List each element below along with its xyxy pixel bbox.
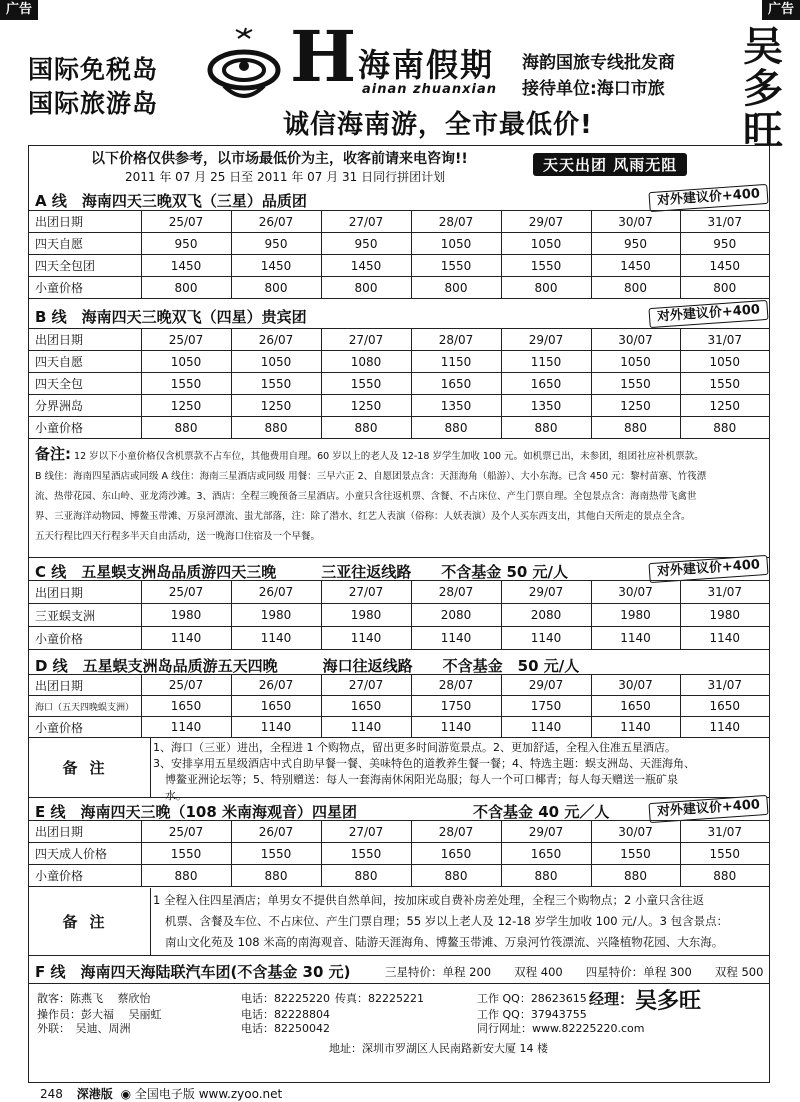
contact-qq-1: 工作 QQ：28623615 xyxy=(477,992,587,1005)
price-row xyxy=(29,865,769,887)
note-text: 南山文化苑及 108 米高的南海观音、陆游天涯海角、博鳌玉带滩、万泉河竹筏漂流、兴隆植物花园、大东海。 xyxy=(165,935,724,949)
price-cell: 1450 xyxy=(231,255,321,277)
price-cell: 1980 xyxy=(591,604,680,627)
price-cell: 29/07 xyxy=(501,581,591,604)
price-cell: 30/07 xyxy=(591,821,680,843)
line-d-table xyxy=(29,674,769,738)
price-cell: 1450 xyxy=(591,255,680,277)
price-cell: 31/07 xyxy=(680,675,769,696)
manager-label: 经理： xyxy=(589,990,635,1008)
contact-liaison: 外联： 吴迪、周洲 xyxy=(37,1022,131,1035)
price-cell: 1140 xyxy=(231,717,321,738)
intro-notice: 以下价格仅供参考，以市场最低价为主，收客前请来电咨询!! xyxy=(91,151,468,167)
price-row xyxy=(29,696,769,717)
tagline: 诚信海南游，全市最低价! xyxy=(283,110,593,140)
row-label: 四天自愿 xyxy=(29,233,141,255)
row-label: 小童价格 xyxy=(29,277,141,299)
line-b-section xyxy=(29,302,769,440)
contact-website[interactable]: 同行网址：www.82225220.com xyxy=(477,1022,645,1035)
price-cell: 1140 xyxy=(680,717,769,738)
price-cell: 1080 xyxy=(321,351,411,373)
note-text: 博鳌亚洲论坛等；5、特别赠送：每人一套海南休闲阳光岛服；每人一个可口椰青；每人每天赠送一瓶矿泉 xyxy=(165,773,678,786)
contact-operator: 操作员：彭大福 吴丽虹 xyxy=(37,1008,162,1021)
date-row xyxy=(29,581,769,604)
price-cell: 29/07 xyxy=(501,675,591,696)
line-e-title: E 线 海南四天三晚（108 米南海观音）四星团 xyxy=(35,803,358,821)
contacts xyxy=(29,986,769,1082)
suggested-price-badge: 对外建议价+400 xyxy=(648,795,768,823)
price-cell: 1550 xyxy=(231,843,321,865)
note-cd-text xyxy=(153,740,765,804)
price-cell: 1550 xyxy=(141,843,231,865)
row-label: 小童价格 xyxy=(29,717,141,738)
row-label: 小童价格 xyxy=(29,417,141,439)
price-cell: 1550 xyxy=(680,373,769,395)
price-cell: 26/07 xyxy=(231,329,321,351)
price-cell: 30/07 xyxy=(591,581,680,604)
price-cell: 1050 xyxy=(680,351,769,373)
price-cell: 1650 xyxy=(321,696,411,717)
palm-logo-icon xyxy=(204,26,284,106)
price-cell: 27/07 xyxy=(321,821,411,843)
price-cell: 1140 xyxy=(141,717,231,738)
row-label: 小童价格 xyxy=(29,865,141,887)
price-row xyxy=(29,255,769,277)
date-row xyxy=(29,821,769,843)
line-b-table xyxy=(29,328,769,439)
contact-qq-2: 工作 QQ：37943755 xyxy=(477,1008,587,1021)
price-cell: 30/07 xyxy=(591,329,680,351)
suggested-price-badge: 对外建议价+400 xyxy=(648,184,768,212)
date-row xyxy=(29,675,769,696)
line-d-section xyxy=(29,652,769,738)
price-cell: 1550 xyxy=(141,373,231,395)
boss-name-vertical xyxy=(730,26,796,152)
contact-retail: 散客：陈燕飞 蔡欣怡 xyxy=(37,992,151,1005)
price-cell: 1140 xyxy=(321,717,411,738)
page-number: 248 xyxy=(40,1087,63,1101)
price-cell: 25/07 xyxy=(141,211,231,233)
suggested-price-badge: 对外建议价+400 xyxy=(648,555,768,583)
note-label: 备注 xyxy=(29,888,151,955)
price-cell: 1550 xyxy=(321,843,411,865)
price-cell: 1980 xyxy=(680,604,769,627)
price-cell: 1980 xyxy=(321,604,411,627)
price-cell: 1250 xyxy=(141,395,231,417)
contact-phone-3: 电话：82250042 xyxy=(241,1022,330,1035)
note-ab-line1 xyxy=(35,444,763,467)
price-cell: 950 xyxy=(321,233,411,255)
boss-char: 多 xyxy=(743,66,783,112)
price-cell: 880 xyxy=(321,417,411,439)
price-cell: 1250 xyxy=(321,395,411,417)
brand-name: 海南假期 xyxy=(358,46,495,84)
price-cell: 880 xyxy=(411,865,501,887)
price-cell: 26/07 xyxy=(231,211,321,233)
price-row xyxy=(29,277,769,299)
price-cell: 28/07 xyxy=(411,329,501,351)
price-cell: 27/07 xyxy=(321,211,411,233)
note-ab xyxy=(29,444,769,558)
line-a-section xyxy=(29,186,769,300)
price-cell: 800 xyxy=(231,277,321,299)
line-e-table xyxy=(29,820,769,887)
daily-departure-badge: 天天出团 风雨无阻 xyxy=(533,153,687,176)
price-cell: 1980 xyxy=(231,604,321,627)
price-cell: 880 xyxy=(141,865,231,887)
price-row xyxy=(29,604,769,627)
price-row xyxy=(29,233,769,255)
row-label: 出团日期 xyxy=(29,675,141,696)
manager-name: 吴多旺 xyxy=(635,989,702,1014)
ad-label-left: 广告 xyxy=(0,0,38,20)
price-row xyxy=(29,373,769,395)
line-a-title: A 线 海南四天三晚双飞（三星）品质团 xyxy=(35,192,307,210)
note-text: 3、安排享用五星级酒店中式自助早餐一餐、美味特色的道教养生餐一餐；4、特选主题：蜈支洲岛、天涯海角、 xyxy=(153,757,695,770)
row-label: 出团日期 xyxy=(29,211,141,233)
price-cell: 880 xyxy=(591,865,680,887)
price-cell: 25/07 xyxy=(141,329,231,351)
price-cell: 1150 xyxy=(501,351,591,373)
price-cell: 1140 xyxy=(501,717,591,738)
price-cell: 27/07 xyxy=(321,581,411,604)
reception-line: 接待单位:海口市旅 xyxy=(522,79,665,99)
price-cell: 25/07 xyxy=(141,675,231,696)
line-c-title: C 线 五星蜈支洲岛品质游四天三晚 三亚往返线路 不含基金 50 元/人 xyxy=(35,563,569,581)
price-cell: 1650 xyxy=(501,843,591,865)
wholesaler-line: 海韵国旅专线批发商 xyxy=(522,53,675,73)
note-e xyxy=(29,888,769,956)
note-text: 机票、含餐及车位、不占床位、产生门票自理；55 岁以上老人及 12-18 岁学生加收 100 元/人。3 包含景点： xyxy=(165,914,729,928)
price-row xyxy=(29,351,769,373)
row-label: 小童价格 xyxy=(29,627,141,650)
price-row xyxy=(29,417,769,439)
note-text: B 线住：海南四星酒店或同级 A 线住：海南三星酒店或同级 用餐：三早六正 2、自愿团景点含：天涯海角（船游）、大小东海。已含 450 元：黎村苗寨、竹筏漂 xyxy=(35,471,707,482)
price-cell: 1550 xyxy=(680,843,769,865)
price-cell: 880 xyxy=(141,417,231,439)
price-cell: 880 xyxy=(411,417,501,439)
price-cell: 800 xyxy=(321,277,411,299)
price-cell: 1450 xyxy=(680,255,769,277)
row-label: 四天全包团 xyxy=(29,255,141,277)
note-label: 备注: xyxy=(35,445,71,463)
row-label: 四天成人价格 xyxy=(29,843,141,865)
slogan-duty-free: 国际免税岛 xyxy=(28,55,159,84)
price-cell: 25/07 xyxy=(141,821,231,843)
price-cell: 1140 xyxy=(411,627,501,650)
price-cell: 880 xyxy=(231,865,321,887)
price-cell: 950 xyxy=(591,233,680,255)
price-cell: 800 xyxy=(501,277,591,299)
line-f-section xyxy=(29,956,769,984)
price-cell: 1050 xyxy=(501,233,591,255)
slogan-tourism: 国际旅游岛 xyxy=(28,89,159,118)
date-row xyxy=(29,211,769,233)
price-cell: 31/07 xyxy=(680,581,769,604)
price-cell: 1650 xyxy=(680,696,769,717)
price-cell: 1450 xyxy=(141,255,231,277)
row-label: 出团日期 xyxy=(29,581,141,604)
intro-period: 2011 年 07 月 25 日至 2011 年 07 月 31 日同行拼团计划 xyxy=(125,170,446,184)
price-cell: 1140 xyxy=(411,717,501,738)
row-label: 三亚蜈支洲 xyxy=(29,604,141,627)
price-cell: 2080 xyxy=(411,604,501,627)
price-cell: 26/07 xyxy=(231,675,321,696)
row-label: 四天全包 xyxy=(29,373,141,395)
price-cell: 1140 xyxy=(141,627,231,650)
price-row xyxy=(29,843,769,865)
note-text: 1、海口（三亚）进出，全程进 1 个购物点，留出更多时间游览景点。2、更加舒适，全程入住准五星酒店。 xyxy=(153,741,676,754)
price-cell: 880 xyxy=(231,417,321,439)
price-cell: 26/07 xyxy=(231,821,321,843)
boss-char: 吴 xyxy=(743,24,783,70)
line-b-title: B 线 海南四天三晚双飞（四星）贵宾团 xyxy=(35,308,307,326)
price-cell: 1650 xyxy=(141,696,231,717)
intro xyxy=(29,146,769,186)
price-cell: 1650 xyxy=(411,843,501,865)
price-cell: 29/07 xyxy=(501,211,591,233)
price-cell: 1140 xyxy=(591,627,680,650)
price-cell: 29/07 xyxy=(501,329,591,351)
price-cell: 28/07 xyxy=(411,211,501,233)
price-cell: 31/07 xyxy=(680,211,769,233)
price-row xyxy=(29,395,769,417)
row-label: 海口（五天四晚蜈支洲） xyxy=(29,696,141,717)
price-cell: 1550 xyxy=(411,255,501,277)
line-e-section xyxy=(29,798,769,888)
price-cell: 880 xyxy=(321,865,411,887)
price-cell: 27/07 xyxy=(321,329,411,351)
price-cell: 30/07 xyxy=(591,211,680,233)
note-e-text xyxy=(153,890,765,953)
suggested-price-badge: 对外建议价+400 xyxy=(648,300,768,328)
globe-icon: ◉ xyxy=(120,1087,132,1101)
price-cell: 800 xyxy=(680,277,769,299)
price-cell: 2080 xyxy=(501,604,591,627)
note-text: 流、热带花园、东山岭、亚龙湾沙滩。3、酒店：全程三晚预备三星酒店。小童只含往返机票、含餐、不占床位、产生门票自理。全包景点含：海南热带飞禽世 xyxy=(35,491,697,502)
contact-fax: 传真：82225221 xyxy=(335,992,424,1005)
price-cell: 25/07 xyxy=(141,581,231,604)
price-cell: 1450 xyxy=(321,255,411,277)
line-a-table xyxy=(29,210,769,299)
date-row xyxy=(29,329,769,351)
contact-phone-2: 电话：82228804 xyxy=(241,1008,330,1021)
price-cell: 800 xyxy=(141,277,231,299)
row-label: 出团日期 xyxy=(29,821,141,843)
price-cell: 1140 xyxy=(680,627,769,650)
price-cell: 28/07 xyxy=(411,581,501,604)
line-f-title: F 线 海南四天海陆联汽车团(不含基金 30 元) xyxy=(35,963,351,981)
ad-label-right: 广告 xyxy=(762,0,800,20)
line-f-prices: 三星特价：单程 200 双程 400 四星特价：单程 300 双程 500 xyxy=(385,965,764,979)
price-row xyxy=(29,627,769,650)
price-cell: 1350 xyxy=(501,395,591,417)
price-cell: 1140 xyxy=(591,717,680,738)
price-cell: 1250 xyxy=(231,395,321,417)
note-text: 界、三亚海洋动物园、博鳌玉带滩、万泉河漂流、蚩尤部落，注：除了潜水、红艺人表演（俗称：人妖表演）及个人买东西支出，其他白天所走的景点全含。 xyxy=(35,511,691,522)
price-cell: 30/07 xyxy=(591,675,680,696)
row-label: 四天自愿 xyxy=(29,351,141,373)
page-footer xyxy=(40,1085,282,1102)
brand-subtitle: ainan zhuanxian xyxy=(362,82,498,97)
price-cell: 1250 xyxy=(591,395,680,417)
price-cell: 880 xyxy=(680,865,769,887)
price-cell: 1140 xyxy=(231,627,321,650)
price-cell: 31/07 xyxy=(680,329,769,351)
price-cell: 1750 xyxy=(411,696,501,717)
price-cell: 1140 xyxy=(501,627,591,650)
price-cell: 1550 xyxy=(591,373,680,395)
price-cell: 880 xyxy=(501,865,591,887)
note-label: 备注 xyxy=(29,738,151,797)
price-cell: 800 xyxy=(591,277,680,299)
line-c-section xyxy=(29,558,769,650)
price-cell: 800 xyxy=(411,277,501,299)
contact-phone-1: 电话：82225220 xyxy=(241,992,330,1005)
price-cell: 1550 xyxy=(501,255,591,277)
price-cell: 26/07 xyxy=(231,581,321,604)
price-cell: 1550 xyxy=(321,373,411,395)
price-cell: 28/07 xyxy=(411,821,501,843)
edition-label: 深港版 xyxy=(76,1087,113,1101)
price-cell: 1050 xyxy=(141,351,231,373)
price-cell: 880 xyxy=(680,417,769,439)
row-label: 分界洲岛 xyxy=(29,395,141,417)
line-d-title: D 线 五星蜈支洲岛品质游五天四晚 海口往返线路 不含基金 50 元/人 xyxy=(35,657,580,675)
price-cell: 1650 xyxy=(411,373,501,395)
price-cell: 1550 xyxy=(231,373,321,395)
price-cell: 1650 xyxy=(591,696,680,717)
logo-letter-h: H xyxy=(290,15,357,98)
price-cell: 28/07 xyxy=(411,675,501,696)
price-cell: 950 xyxy=(141,233,231,255)
site-label[interactable]: 全国电子版 www.zyoo.net xyxy=(134,1087,283,1101)
price-cell: 950 xyxy=(231,233,321,255)
note-text: 1 全程入住四星酒店；单男女不提供自然单间，按加床或自费补房差处理，全程三个购物点；2 小童只含往返 xyxy=(153,893,704,907)
note-text: 五天行程比四天行程多半天自由活动，送一晚海口住宿及一个早餐。 xyxy=(35,531,321,542)
price-cell: 1980 xyxy=(141,604,231,627)
price-cell: 1350 xyxy=(411,395,501,417)
price-cell: 1050 xyxy=(411,233,501,255)
price-cell: 1650 xyxy=(231,696,321,717)
price-cell: 31/07 xyxy=(680,821,769,843)
price-cell: 1750 xyxy=(501,696,591,717)
price-cell: 880 xyxy=(591,417,680,439)
note-text: 水。 xyxy=(165,789,187,802)
price-cell: 1150 xyxy=(411,351,501,373)
price-cell: 880 xyxy=(501,417,591,439)
price-row xyxy=(29,717,769,738)
price-cell: 1140 xyxy=(321,627,411,650)
price-cell: 1550 xyxy=(591,843,680,865)
price-cell: 1250 xyxy=(680,395,769,417)
note-text: 12 岁以下小童价格仅含机票款不占车位，其他费用自理。60 岁以上的老人及 12-18 岁学生加收 100 元。如机票已出，未参团，组团社应补机票款。 xyxy=(74,451,704,462)
line-e-fund: 不含基金 40 元／人 xyxy=(473,803,610,821)
address: 地址：深圳市罗湖区人民南路新安大厦 14 楼 xyxy=(329,1042,548,1055)
price-cell: 1050 xyxy=(591,351,680,373)
boss-char: 旺 xyxy=(743,108,783,154)
price-cell: 1050 xyxy=(231,351,321,373)
price-cell: 27/07 xyxy=(321,675,411,696)
price-cell: 29/07 xyxy=(501,821,591,843)
price-cell: 1650 xyxy=(501,373,591,395)
price-sheet xyxy=(28,145,770,1083)
price-cell: 950 xyxy=(680,233,769,255)
row-label: 出团日期 xyxy=(29,329,141,351)
note-cd xyxy=(29,738,769,802)
ad-header xyxy=(0,0,800,154)
line-c-table xyxy=(29,580,769,650)
